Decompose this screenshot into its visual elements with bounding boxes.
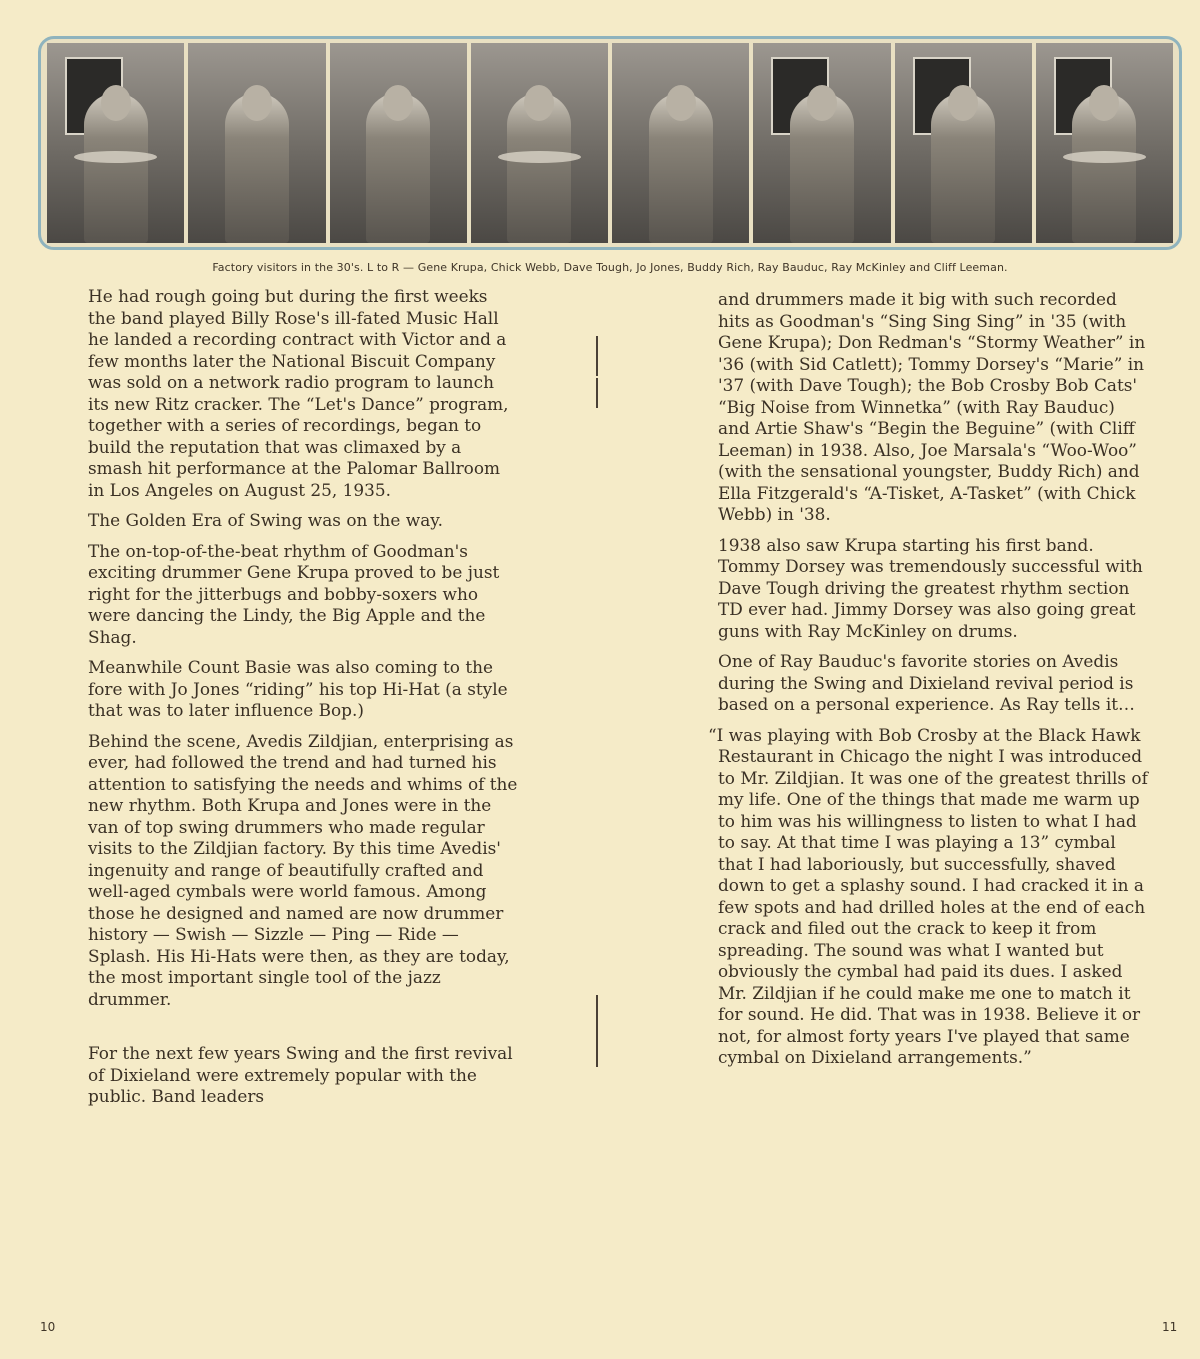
left-column <box>88 286 520 1117</box>
photo-jo-jones <box>471 43 608 243</box>
page-number-right: 11 <box>1162 1320 1178 1334</box>
quote-paragraph: “I was playing with Bob Crosby at the Black Hawk Restaurant in Chicago the night I was introduced to Mr. Zildjian. It was one of the greatest thrills of my life. One of the things that made me warm up to him was his willingness to listen to what I had to say. At that time I was playing a 13” cymbal that I had laboriously, but successfully, shaved down to get a splashy sound. I had cracked it in a few spots and had drilled holes at the end of each crack and filed out the crack to keep it from spreading. The sound was what I wanted but obviously the cymbal had paid its dues. I asked Mr. Zildjian if he could make me one to match it for sound. He did. That was in 1938. Believe it or not, for almost forty years I've played that same cymbal on Dixieland arrangements.” <box>708 724 1148 1067</box>
paragraph: Meanwhile Count Basie was also coming to the fore with Jo Jones “riding” his top Hi-Hat (a style that was to later influence Bop.) <box>88 657 508 720</box>
gutter-mark <box>596 378 598 408</box>
photo-chick-webb <box>188 43 325 243</box>
paragraph: 1938 also saw Krupa starting his first band. Tommy Dorsey was tremendously successful with Dave Tough driving the greatest rhythm section TD ever had. Jimmy Dorsey was also going great guns with Ray McKinley on drums. <box>718 534 1143 641</box>
photo-ray-bauduc <box>753 43 890 243</box>
paragraph: For the next few years Swing and the first revival of Dixieland were extremely popular with the public. Band leaders <box>88 1043 513 1106</box>
photo-cliff-leeman <box>1036 43 1173 243</box>
paragraph: and drummers made it big with such recorded hits as Goodman's “Sing Sing Sing” in '35 (with Gene Krupa); Don Redman's “Stormy Weather” in '36 (with Sid Catlett); Tommy Dorsey's “Marie” in '37 (with Dave Tough); the Bob Crosby Bob Cats' “Big Noise from Winnetka” (with Ray Bauduc) and Artie Shaw's “Begin the Beguine” (with Cliff Leeman) in 1938. Also, Joe Marsala's “Woo-Woo” (with the sensational youngster, Buddy Rich) and Ella Fitzgerald's “A-Tisket, A-Tasket” (with Chick Webb) in '38. <box>718 289 1146 524</box>
photo-strip <box>38 36 1182 250</box>
page-number-left: 10 <box>40 1320 56 1334</box>
gutter-mark <box>596 336 598 376</box>
gutter-mark <box>596 995 598 1067</box>
photo-ray-mckinley <box>895 43 1032 243</box>
paragraph: He had rough going but during the first weeks the band played Billy Rose's ill-fated Music Hall he landed a recording contract with Victor and a few months later the National Biscuit Company was sold on a network radio program to launch its new Ritz cracker. The “Let's Dance” program, together with a series of recordings, began to build the reputation that was climaxed by a smash hit performance at the Palomar Ballroom in Los Angeles on August 25, 1935. <box>88 286 509 500</box>
photo-dave-tough <box>330 43 467 243</box>
paragraph: Behind the scene, Avedis Zildjian, enterprising as ever, had followed the trend and had turned his attention to satisfying the needs and whims of the new rhythm. Both Krupa and Jones were in the van of top swing drummers who made regular visits to the Zildjian factory. By this time Avedis' ingenuity and range of beautifully crafted and well-aged cymbals were world famous. Among those he designed and named are now drummer history — Swish — Sizzle — Ping — Ride — Splash. His Hi-Hats were then, as they are today, the most important single tool of the jazz drummer. <box>88 730 518 1009</box>
photo-buddy-rich <box>612 43 749 243</box>
photo-gene-krupa <box>47 43 184 243</box>
paragraph: The Golden Era of Swing was on the way. <box>88 510 443 530</box>
paragraph: One of Ray Bauduc's favorite stories on Avedis during the Swing and Dixieland revival period is based on a personal experience. As Ray tells it… <box>718 651 1135 714</box>
paragraph: The on-top-of-the-beat rhythm of Goodman's exciting drummer Gene Krupa proved to be just right for the jitterbugs and bobby-soxers who were dancing the Lindy, the Big Apple and the Shag. <box>88 540 500 647</box>
photo-caption: Factory visitors in the 30's. L to R — Gene Krupa, Chick Webb, Dave Tough, Jo Jones, Buddy Rich, Ray Bauduc, Ray McKinley and Cliff Leeman. <box>212 261 1008 274</box>
right-column <box>708 289 1150 1078</box>
